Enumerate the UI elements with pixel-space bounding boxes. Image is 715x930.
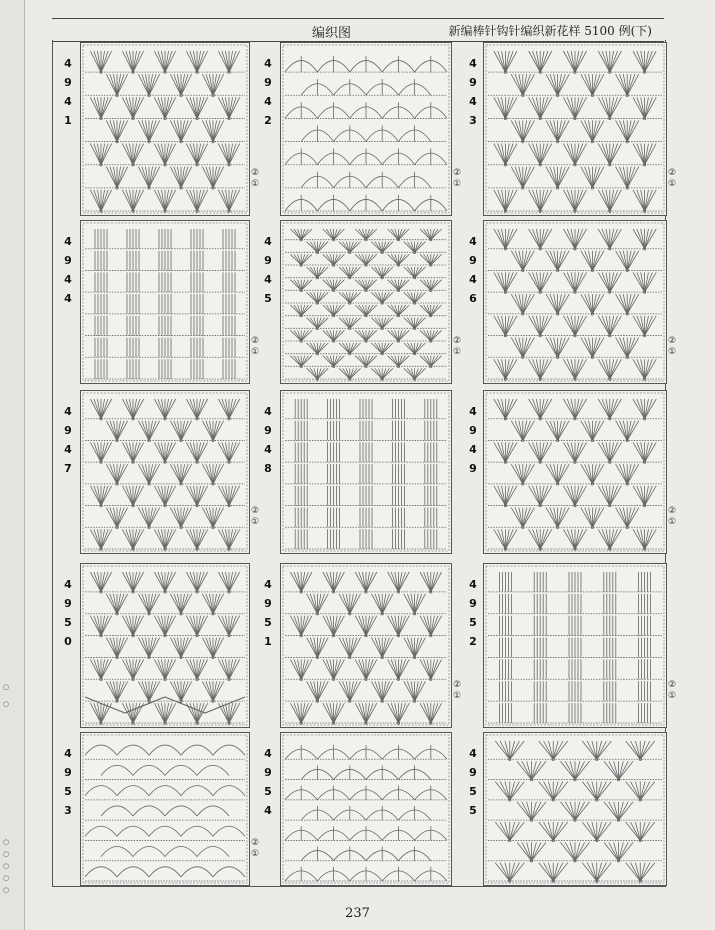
- row-markers: [668, 680, 676, 702]
- pattern-number-digit: 4: [264, 747, 272, 760]
- pattern-number-digit: 9: [469, 424, 477, 437]
- pattern-number-digit: 9: [64, 254, 72, 267]
- pattern-number-digit: 4: [64, 292, 72, 305]
- crochet-chart: [80, 732, 250, 886]
- facing-page-mark: ○: [3, 862, 10, 870]
- pattern-number-digit: 9: [64, 597, 72, 610]
- row-marker: ②: [453, 168, 462, 178]
- row-markers: [668, 506, 676, 528]
- pattern-number-digit: 5: [64, 616, 72, 629]
- row-marker: ②: [251, 838, 260, 848]
- page-number: 237: [345, 906, 370, 921]
- pattern-number-digit: 4: [264, 273, 272, 286]
- crochet-chart: [483, 42, 667, 216]
- pattern-number-digit: 4: [264, 405, 272, 418]
- pattern-number-digit: 5: [469, 785, 477, 798]
- page-header: [52, 18, 664, 42]
- pattern-number-digit: 9: [264, 424, 272, 437]
- pattern-number-digit: 4: [469, 405, 477, 418]
- pattern-number-digit: 9: [64, 766, 72, 779]
- row-marker: ①: [453, 691, 462, 701]
- row-marker: ②: [251, 506, 260, 516]
- pattern-number-digit: 5: [264, 616, 272, 629]
- crochet-chart: [483, 220, 667, 384]
- pattern-number-digit: 9: [469, 254, 477, 267]
- pattern-number-digit: 9: [264, 76, 272, 89]
- row-marker: ②: [668, 336, 677, 346]
- row-marker: ①: [668, 179, 677, 189]
- pattern-number-digit: 4: [64, 747, 72, 760]
- crochet-chart: [280, 563, 452, 728]
- pattern-number-digit: 4: [64, 95, 72, 108]
- pattern-number-digit: 4: [64, 235, 72, 248]
- pattern-number-digit: 4: [469, 443, 477, 456]
- pattern-number-digit: 7: [64, 462, 72, 475]
- row-marker: ②: [251, 336, 260, 346]
- row-marker: ①: [668, 691, 677, 701]
- facing-page-mark: ○: [3, 683, 10, 691]
- crochet-chart: [80, 220, 250, 384]
- pattern-number-digit: 4: [64, 578, 72, 591]
- row-markers: [668, 336, 676, 358]
- row-marker: ①: [251, 347, 260, 357]
- pattern-number-digit: 1: [64, 114, 72, 127]
- pattern-number-digit: 5: [64, 785, 72, 798]
- crochet-chart: [483, 732, 667, 886]
- row-marker: ②: [668, 680, 677, 690]
- pattern-number-digit: 4: [64, 57, 72, 70]
- pattern-number-digit: 9: [64, 424, 72, 437]
- row-marker: ①: [453, 347, 462, 357]
- pattern-number-digit: 4: [469, 235, 477, 248]
- pattern-number-digit: 3: [469, 114, 477, 127]
- facing-page-mark: ○: [3, 874, 10, 882]
- crochet-chart: [280, 732, 452, 886]
- pattern-number-digit: 4: [64, 405, 72, 418]
- row-markers: [251, 336, 259, 358]
- pattern-number-digit: 4: [64, 273, 72, 286]
- pattern-number-digit: 4: [264, 235, 272, 248]
- section-title: 编织图: [312, 26, 352, 41]
- pattern-number-digit: 4: [469, 57, 477, 70]
- pattern-number-digit: 4: [264, 804, 272, 817]
- facing-page-mark: ○: [3, 838, 10, 846]
- pattern-number-digit: 9: [469, 462, 477, 475]
- crochet-chart: [80, 42, 250, 216]
- facing-page-mark: ○: [3, 886, 10, 894]
- crochet-chart: [280, 42, 452, 216]
- row-markers: [668, 168, 676, 190]
- row-marker: ①: [251, 849, 260, 859]
- row-marker: ②: [453, 680, 462, 690]
- pattern-number-digit: 4: [264, 578, 272, 591]
- pattern-number-digit: 3: [64, 804, 72, 817]
- crochet-chart: [483, 563, 667, 728]
- row-markers: [453, 168, 461, 190]
- row-markers: [251, 506, 259, 528]
- pattern-number-digit: 4: [469, 273, 477, 286]
- pattern-number-digit: 2: [264, 114, 272, 127]
- pattern-number-digit: 9: [64, 76, 72, 89]
- book-title: 新编棒针钩针编织新花样 5100 例(下): [448, 24, 652, 38]
- row-marker: ①: [453, 179, 462, 189]
- pattern-number-digit: 4: [264, 443, 272, 456]
- pattern-number-digit: 4: [264, 57, 272, 70]
- crochet-chart: [483, 390, 667, 554]
- pattern-number-digit: 9: [469, 766, 477, 779]
- facing-page-mark: ○: [3, 850, 10, 858]
- row-marker: ①: [251, 179, 260, 189]
- pattern-number-digit: 5: [264, 785, 272, 798]
- pattern-number-digit: 6: [469, 292, 477, 305]
- row-marker: ①: [668, 517, 677, 527]
- pattern-number-digit: 9: [264, 766, 272, 779]
- row-marker: ②: [668, 506, 677, 516]
- row-markers: [251, 168, 259, 190]
- crochet-chart: [280, 220, 452, 384]
- pattern-number-digit: 4: [64, 443, 72, 456]
- row-markers: [453, 336, 461, 358]
- pattern-number-digit: 5: [469, 804, 477, 817]
- pattern-number-digit: 2: [469, 635, 477, 648]
- pattern-number-digit: 9: [469, 597, 477, 610]
- row-marker: ①: [251, 517, 260, 527]
- pattern-number-digit: 9: [469, 76, 477, 89]
- pattern-number-digit: 5: [469, 616, 477, 629]
- pattern-number-digit: 9: [264, 254, 272, 267]
- pattern-number-digit: 9: [264, 597, 272, 610]
- pattern-number-digit: 8: [264, 462, 272, 475]
- pattern-number-digit: 5: [264, 292, 272, 305]
- row-markers: [453, 680, 461, 702]
- pattern-number-digit: 4: [469, 95, 477, 108]
- row-marker: ②: [453, 336, 462, 346]
- pattern-number-digit: 4: [469, 747, 477, 760]
- crochet-chart: [80, 563, 250, 728]
- row-markers: [251, 838, 259, 860]
- facing-page-edge: [0, 0, 25, 930]
- pattern-number-digit: 1: [264, 635, 272, 648]
- row-marker: ①: [668, 347, 677, 357]
- crochet-chart: [280, 390, 452, 554]
- row-marker: ②: [251, 168, 260, 178]
- crochet-chart: [80, 390, 250, 554]
- pattern-number-digit: 4: [264, 95, 272, 108]
- facing-page-mark: ○: [3, 700, 10, 708]
- row-marker: ②: [668, 168, 677, 178]
- pattern-number-digit: 0: [64, 635, 72, 648]
- pattern-number-digit: 4: [469, 578, 477, 591]
